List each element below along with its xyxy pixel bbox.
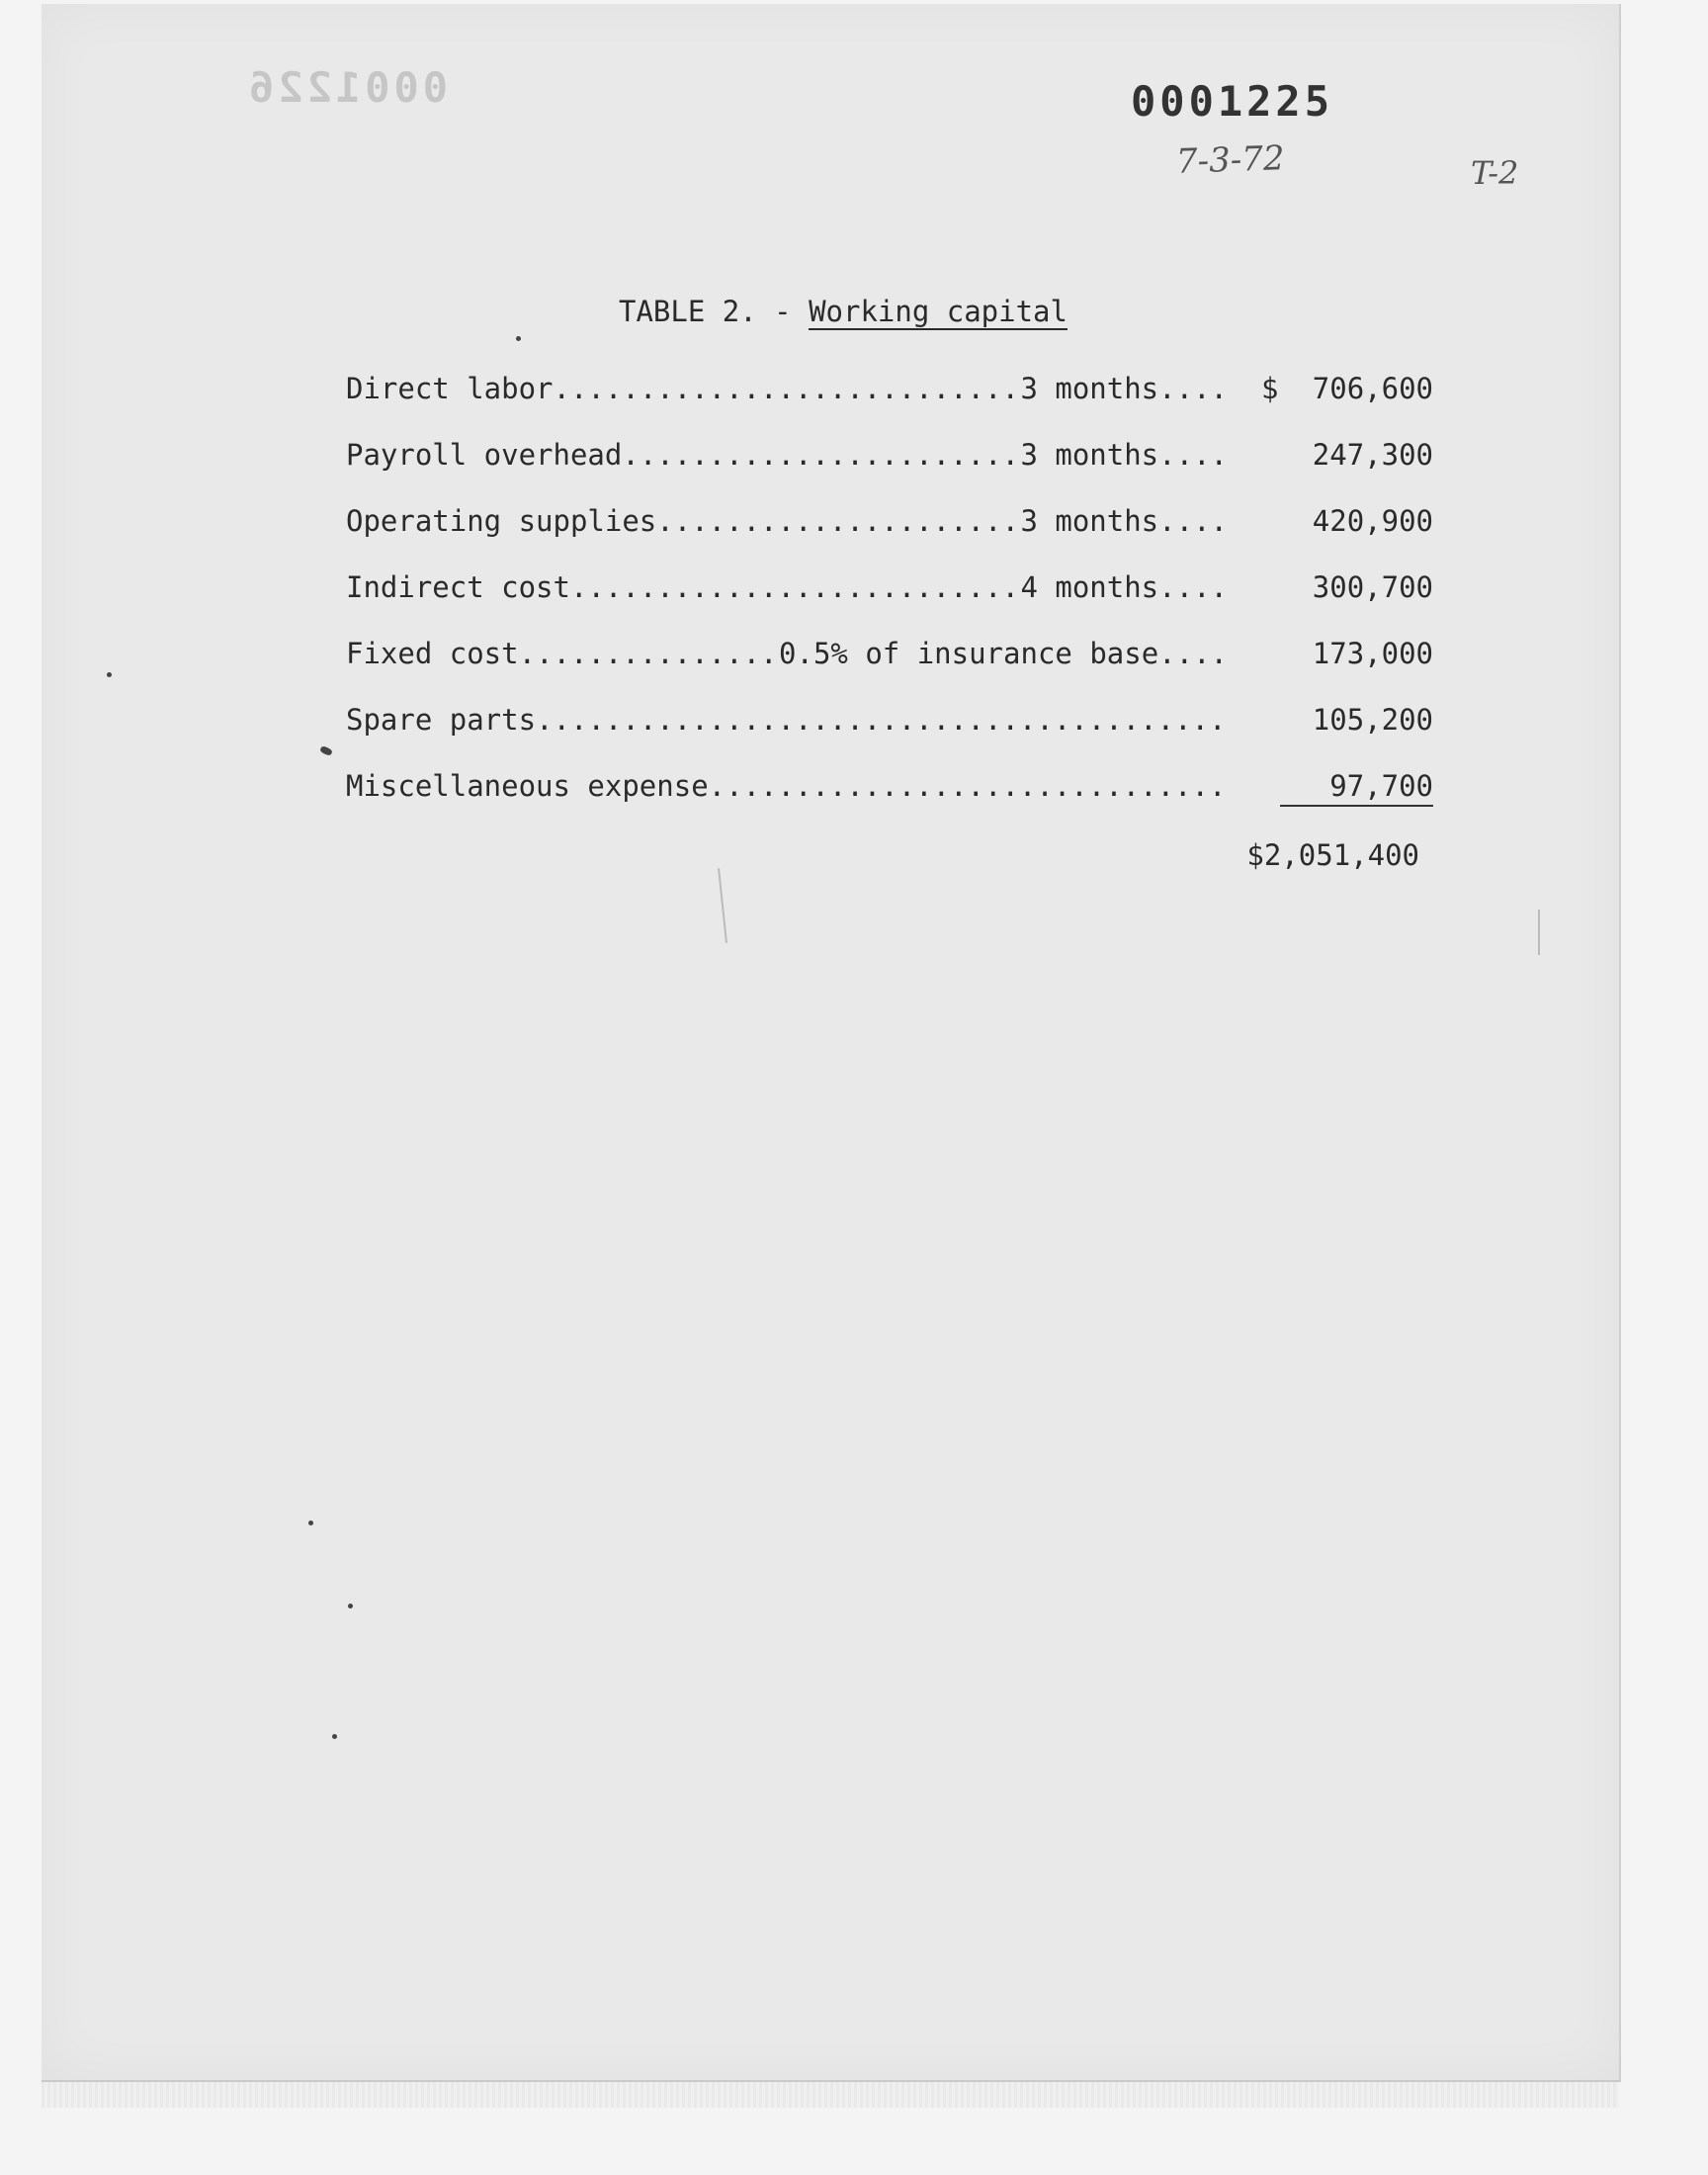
scan-speck	[308, 1521, 313, 1525]
leader-dots	[536, 703, 1228, 737]
row-amount: 247,300	[1312, 438, 1433, 472]
scan-speck	[107, 672, 112, 677]
trailing-dots	[1158, 504, 1228, 538]
row-amount: 300,700	[1312, 570, 1433, 604]
handwritten-page-label: T-2	[1471, 154, 1519, 192]
scan-speck	[348, 1604, 353, 1609]
row-period: 3 months	[1020, 438, 1159, 472]
row-amount: 706,600	[1312, 372, 1433, 405]
leader-dots	[570, 570, 1020, 604]
table-row-miscellaneous-expense	[346, 769, 1433, 813]
trailing-dots	[1158, 570, 1228, 604]
handwritten-date: 7-3-72	[1175, 138, 1286, 182]
leader-dots	[519, 637, 779, 670]
row-amount: 420,900	[1312, 504, 1433, 538]
table-label: TABLE 2. -	[619, 295, 810, 328]
leader-dots	[622, 438, 1020, 472]
row-label: Spare parts	[346, 703, 537, 737]
trailing-dots	[1158, 438, 1228, 472]
trailing-dots	[1158, 372, 1228, 405]
scan-speck	[332, 1734, 337, 1739]
trailing-dots	[1158, 637, 1228, 670]
scan-speck	[516, 336, 521, 341]
row-period: 3 months	[1020, 372, 1159, 405]
table-row-operating-supplies	[346, 504, 1433, 548]
row-label: Fixed cost	[346, 637, 519, 670]
currency-symbol: $	[1261, 372, 1279, 405]
table-row-direct-labor	[346, 372, 1433, 415]
row-period: 4 months	[1020, 570, 1159, 604]
table-title-text: Working capital	[809, 295, 1068, 328]
table-row-fixed-cost	[346, 637, 1433, 680]
row-label: Operating supplies	[346, 504, 657, 538]
row-period: 0.5% of insurance base	[779, 637, 1159, 670]
row-amount: 105,200	[1312, 703, 1433, 737]
row-label: Miscellaneous expense	[346, 769, 709, 803]
table-row-payroll-overhead	[346, 438, 1433, 481]
row-period: 3 months	[1020, 504, 1159, 538]
leader-dots	[656, 504, 1020, 538]
leader-dots	[554, 372, 1021, 405]
row-amount: 173,000	[1312, 637, 1433, 670]
row-label: Indirect cost	[346, 570, 570, 604]
leader-dots	[709, 769, 1228, 803]
row-label: Payroll overhead	[346, 438, 623, 472]
row-label: Direct labor	[346, 372, 554, 405]
document-number-stamp: 0001225	[1131, 77, 1334, 126]
scan-scratch	[1538, 910, 1540, 955]
table-total: $2,051,400	[1246, 838, 1419, 872]
table-row-indirect-cost	[346, 570, 1433, 614]
row-amount: 97,700	[1280, 769, 1433, 807]
bleed-through-stamp: 0001226	[245, 63, 449, 112]
table-row-spare-parts	[346, 703, 1433, 746]
